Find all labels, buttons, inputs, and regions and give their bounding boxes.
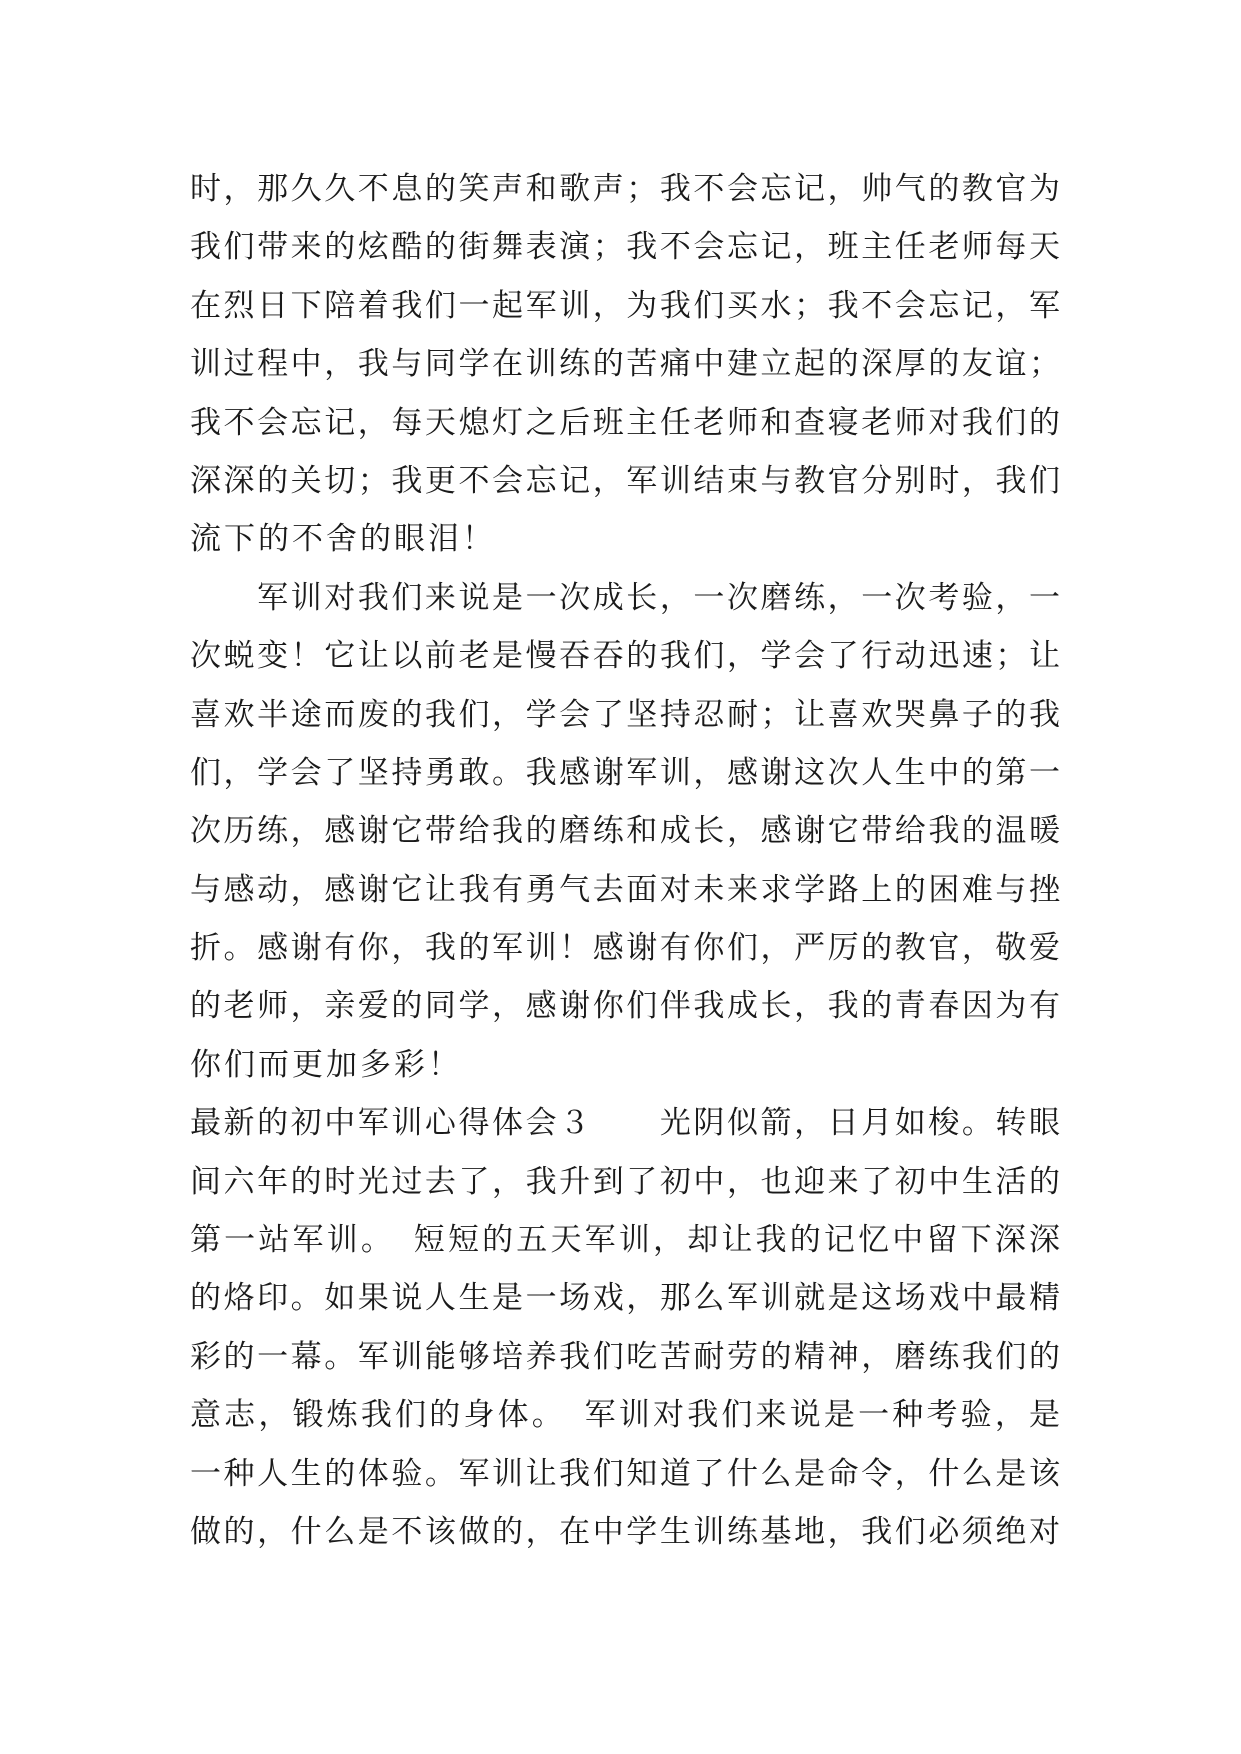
- text-line: 流下的不舍的眼泪！: [190, 521, 496, 558]
- text-line: 的烙印。如果说人生是一场戏，那么军训就是这场戏中最精: [190, 1280, 1060, 1317]
- text-line: 们，学会了坚持勇敢。我感谢军训，感谢这次人生中的第一: [190, 754, 1060, 791]
- text-line: 间六年的时光过去了，我升到了初中，也迎来了初中生活的: [190, 1163, 1060, 1200]
- text-line: 训过程中，我与同学在训练的苦痛中建立起的深厚的友谊；: [190, 346, 1060, 383]
- text-line: 的老师，亲爱的同学，感谢你们伴我成长，我的青春因为有: [190, 988, 1060, 1025]
- text-line: 彩的一幕。军训能够培养我们吃苦耐劳的精神，磨练我们的: [190, 1338, 1060, 1375]
- text-line: 喜欢半途而废的我们，学会了坚持忍耐；让喜欢哭鼻子的我: [190, 696, 1060, 733]
- text-line: 你们而更加多彩！: [190, 1046, 462, 1083]
- section-heading-line: 最新的初中军训心得体会３ 光阴似箭，日月如梭。转眼: [190, 1105, 1060, 1142]
- text-line: 第一站军训。 短短的五天军训，却让我的记忆中留下深深: [190, 1222, 1060, 1259]
- text-line: 折。感谢有你，我的军训！感谢有你们，严厉的教官，敬爱: [190, 930, 1060, 967]
- text-line: 次蜕变！它让以前老是慢吞吞的我们，学会了行动迅速；让: [190, 638, 1060, 675]
- text-line: 次历练，感谢它带给我的磨练和成长，感谢它带给我的温暖: [190, 813, 1060, 850]
- text-line: 与感动，感谢它让我有勇气去面对未来求学路上的困难与挫: [190, 871, 1060, 908]
- text-line: 在烈日下陪着我们一起军训，为我们买水；我不会忘记，军: [190, 287, 1060, 324]
- text-line: 我们带来的炫酷的街舞表演；我不会忘记，班主任老师每天: [190, 229, 1060, 266]
- body-text: [190, 160, 1060, 1561]
- paragraph-start-line: 军训对我们来说是一次成长，一次磨练，一次考验，一: [190, 579, 1060, 616]
- text-line: 深深的关切；我更不会忘记，军训结束与教官分别时，我们: [190, 462, 1060, 499]
- text-line: 时，那久久不息的笑声和歌声；我不会忘记，帅气的教官为: [190, 171, 1060, 207]
- text-line: 意志，锻炼我们的身体。 军训对我们来说是一种考验，是: [190, 1397, 1060, 1434]
- text-line: 我不会忘记，每天熄灯之后班主任老师和查寝老师对我们的: [190, 404, 1060, 441]
- text-line: 一种人生的体验。军训让我们知道了什么是命令，什么是该: [190, 1455, 1060, 1492]
- text-line: 做的，什么是不该做的，在中学生训练基地，我们必须绝对: [190, 1513, 1060, 1550]
